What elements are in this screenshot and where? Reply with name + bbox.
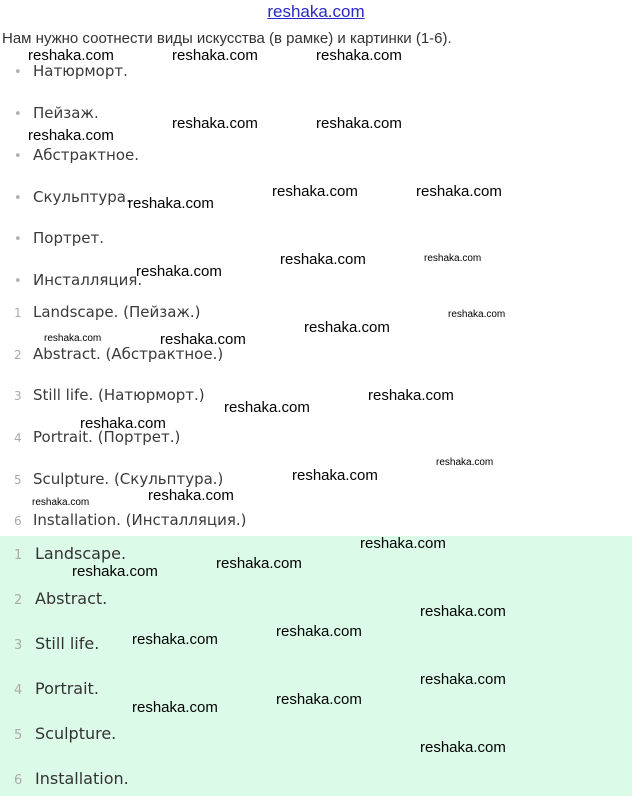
list-item-label: Still life. (Натюрморт.) — [33, 386, 205, 404]
list-item-label: Portrait. — [35, 679, 99, 698]
list-item-label: Still life. — [35, 634, 100, 653]
watermark: reshaka.com — [316, 115, 402, 132]
bullet-icon: • — [14, 274, 22, 289]
item-number: 2 — [14, 348, 22, 362]
list-item-label: Landscape. (Пейзаж.) — [33, 303, 201, 321]
item-number: 6 — [14, 773, 23, 788]
watermark: reshaka.com — [172, 47, 258, 64]
watermark: reshaka.com — [128, 195, 214, 212]
list-item — [14, 386, 205, 404]
list-item — [14, 769, 129, 788]
list-item — [14, 271, 142, 289]
watermark: reshaka.com — [436, 457, 494, 468]
list-item-label: Натюрморт. — [33, 62, 128, 80]
list-item — [14, 62, 128, 80]
watermark: reshaka.com — [32, 497, 90, 508]
task-intro: Нам нужно соотнести виды искусства (в рамке) и картинки (1-6). — [2, 30, 452, 47]
watermark: reshaka.com — [416, 183, 502, 200]
list-item-label: Installation. — [35, 769, 129, 788]
watermark: reshaka.com — [420, 739, 506, 756]
watermark: reshaka.com — [160, 331, 246, 348]
item-number: 1 — [14, 306, 22, 320]
list-item-label: Abstract. (Абстрактное.) — [33, 345, 224, 363]
watermark: reshaka.com — [216, 555, 302, 572]
watermark: reshaka.com — [276, 691, 362, 708]
list-item-label: Abstract. — [35, 589, 108, 608]
list-item — [14, 146, 139, 164]
item-number: 5 — [14, 473, 22, 487]
watermark: reshaka.com — [132, 699, 218, 716]
item-number: 3 — [14, 389, 22, 403]
watermark: reshaka.com — [136, 263, 222, 280]
watermark: reshaka.com — [420, 671, 506, 688]
watermark: reshaka.com — [132, 631, 218, 648]
list-item — [14, 303, 201, 321]
watermark: reshaka.com — [80, 415, 166, 432]
bullet-icon: • — [14, 191, 22, 206]
item-number: 4 — [14, 431, 22, 445]
list-item — [14, 104, 99, 122]
list-item-label: Скульптура. — [33, 188, 131, 206]
item-number: 6 — [14, 514, 22, 528]
item-number: 1 — [14, 548, 23, 563]
list-item — [14, 679, 99, 698]
list-item-label: Landscape. — [35, 544, 127, 563]
list-item-label: Sculpture. — [35, 724, 117, 743]
watermark: reshaka.com — [316, 47, 402, 64]
list-item-label: Sculpture. (Скульптура.) — [33, 470, 224, 488]
watermark: reshaka.com — [224, 399, 310, 416]
watermark: reshaka.com — [28, 127, 114, 144]
watermark: reshaka.com — [276, 623, 362, 640]
watermark: reshaka.com — [360, 535, 446, 552]
watermark: reshaka.com — [448, 309, 506, 320]
watermark: reshaka.com — [72, 563, 158, 580]
item-number: 3 — [14, 638, 23, 653]
list-item — [14, 470, 223, 488]
watermark: reshaka.com — [424, 253, 482, 264]
list-item — [14, 229, 104, 247]
list-item-label: Абстрактное. — [33, 146, 139, 164]
watermark: reshaka.com — [272, 183, 358, 200]
watermark: reshaka.com — [280, 251, 366, 268]
item-number: 2 — [14, 593, 23, 608]
bullet-icon: • — [14, 232, 22, 247]
watermark: reshaka.com — [292, 467, 378, 484]
bullet-icon: • — [14, 65, 22, 80]
site-header-link[interactable]: reshaka.com — [267, 2, 365, 21]
watermark: reshaka.com — [172, 115, 258, 132]
list-item-label: Портрет. — [33, 229, 104, 247]
watermark: reshaka.com — [44, 333, 102, 344]
item-number: 4 — [14, 683, 23, 698]
watermark: reshaka.com — [420, 603, 506, 620]
list-item — [14, 511, 246, 529]
watermark: reshaka.com — [304, 319, 390, 336]
watermark: reshaka.com — [148, 487, 234, 504]
watermark: reshaka.com — [368, 387, 454, 404]
list-item-label: Portrait. (Портрет.) — [33, 428, 181, 446]
list-item — [14, 544, 126, 563]
list-item-label: Installation. (Инсталляция.) — [33, 511, 247, 529]
list-item-label: Инсталляция. — [33, 271, 143, 289]
bullet-icon: • — [14, 107, 22, 122]
list-item — [14, 188, 131, 206]
list-item-label: Пейзаж. — [33, 104, 99, 122]
list-item — [14, 589, 107, 608]
list-item — [14, 634, 99, 653]
item-number: 5 — [14, 728, 23, 743]
watermark: reshaka.com — [28, 47, 114, 64]
list-item — [14, 724, 116, 743]
bullet-icon: • — [14, 149, 22, 164]
